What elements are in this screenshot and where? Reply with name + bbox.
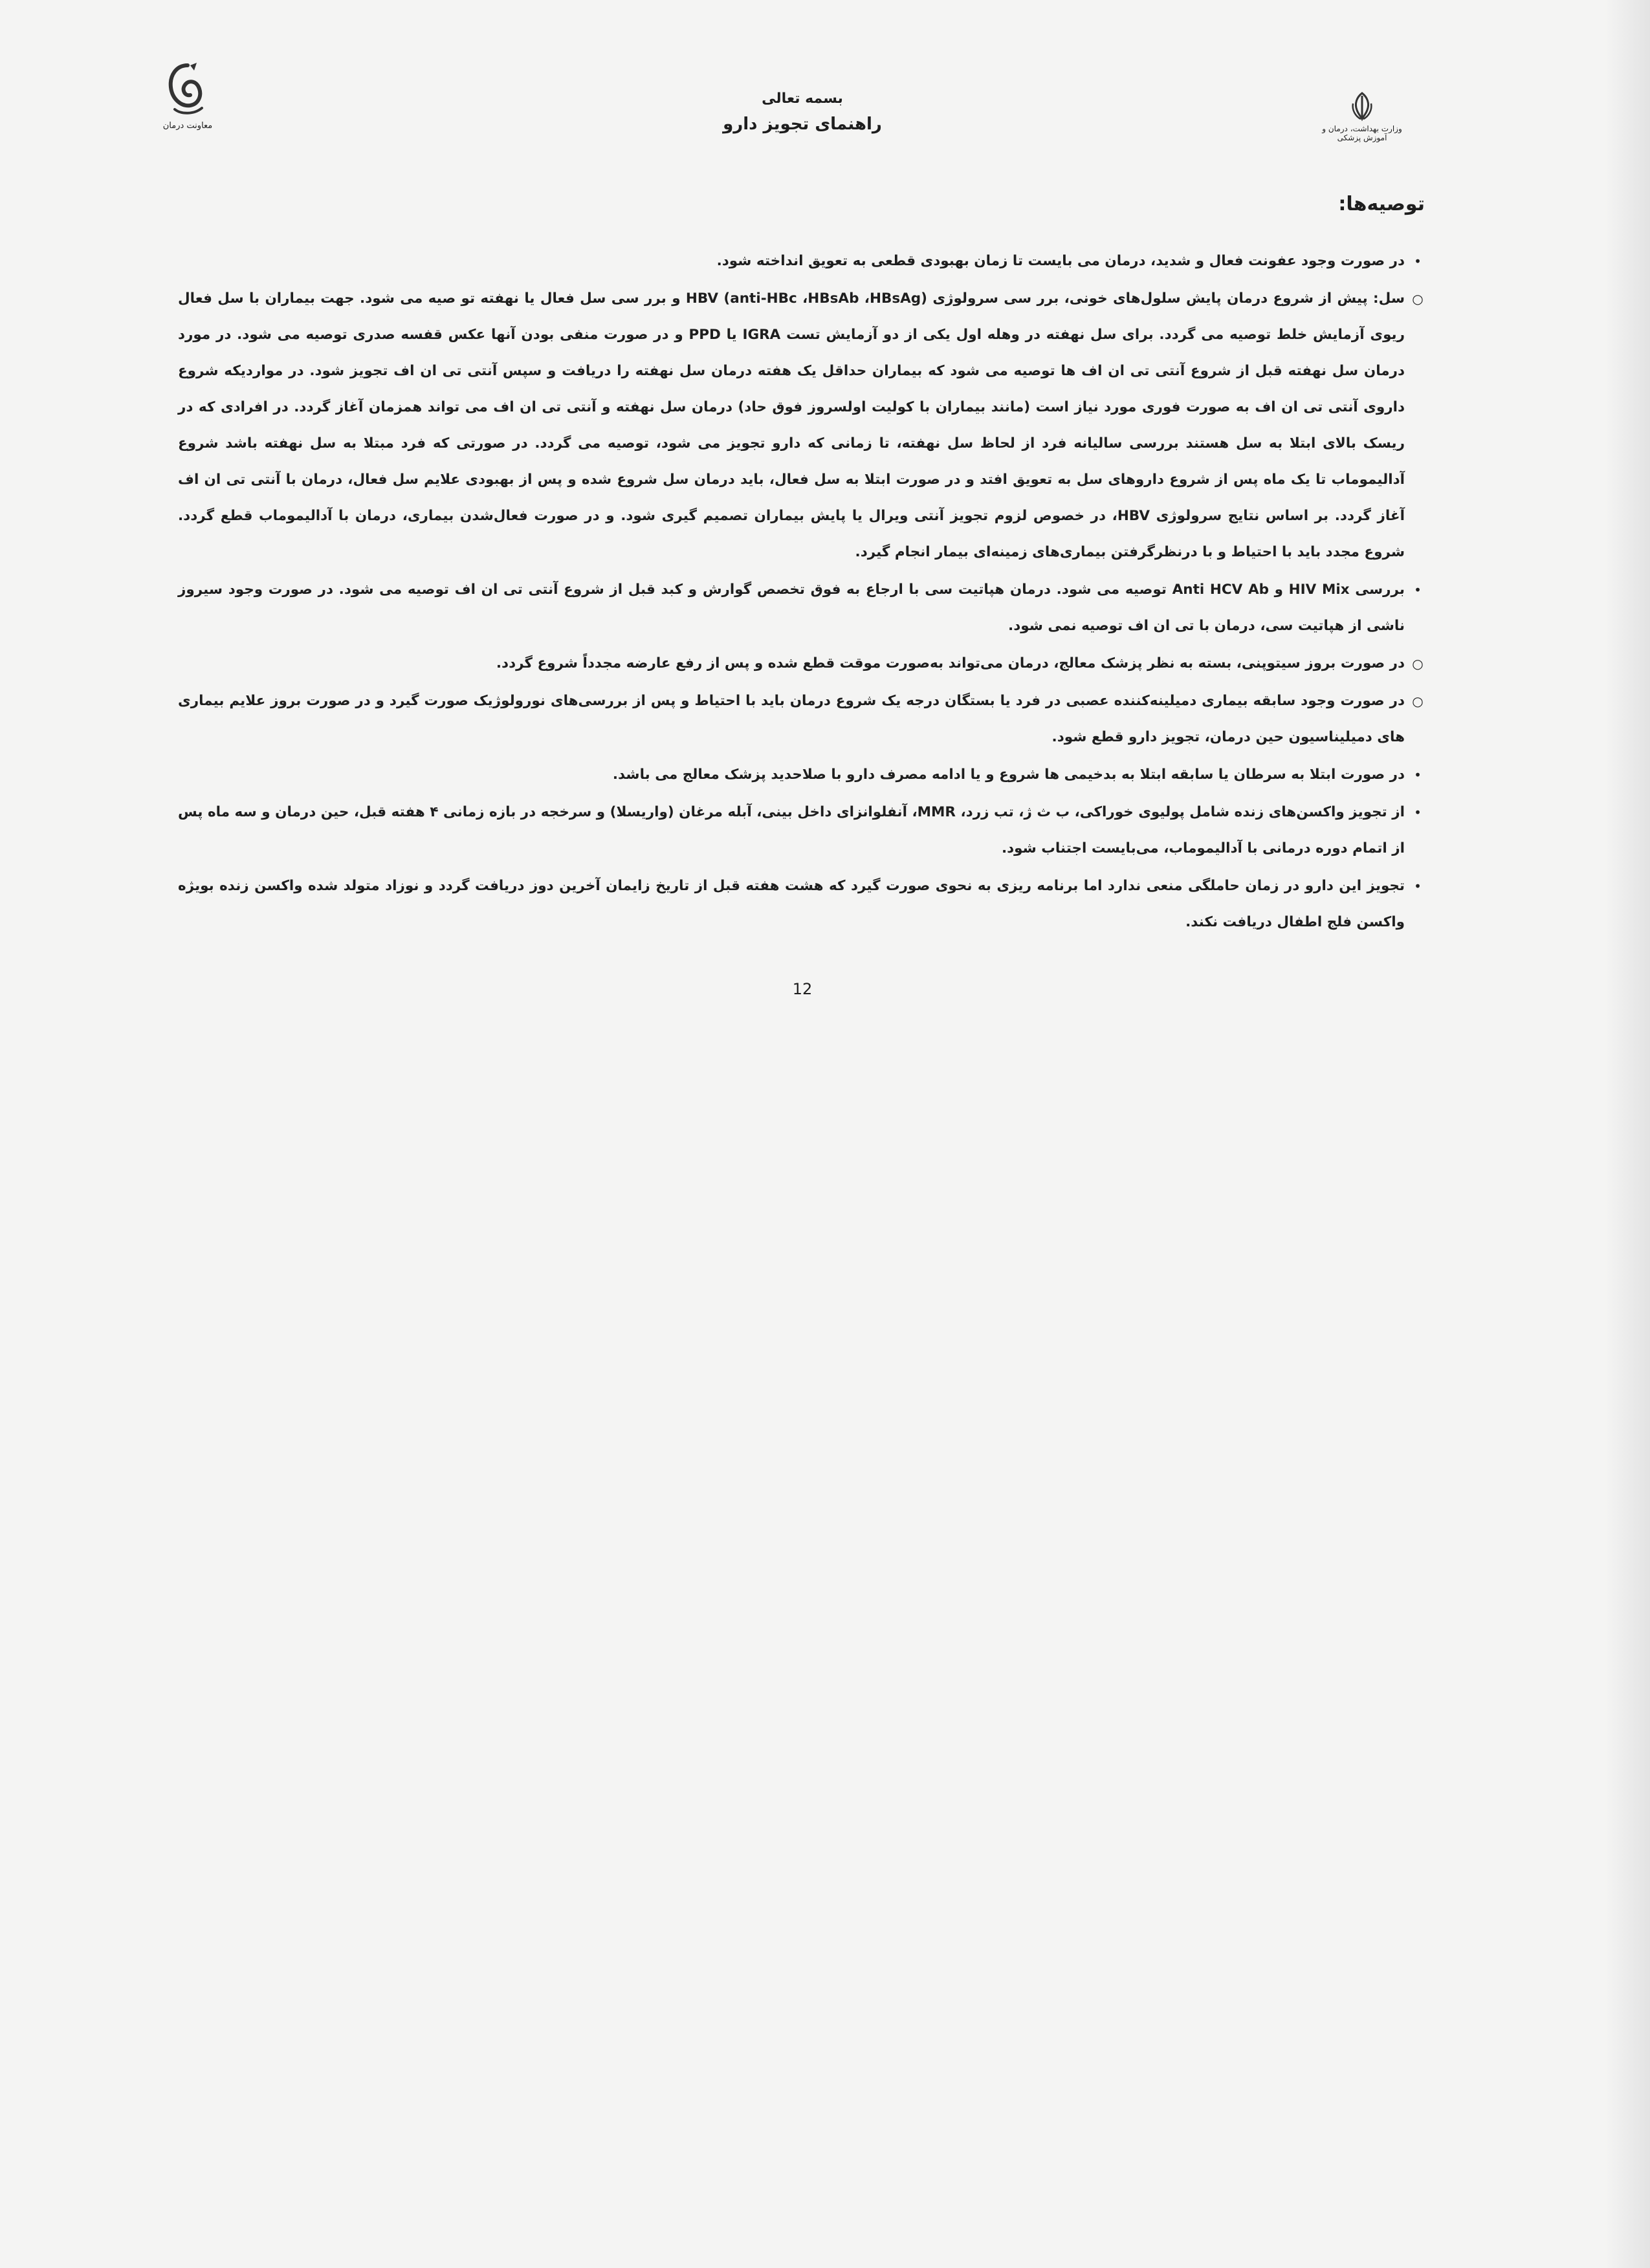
recommendation-text: تجویز این دارو در زمان حاملگی منعی ندارد اما برنامه ریزی به نحوی صورت گیرد که هشت هفته قبل از تاریخ زایمان آخرین دوز دریافت گردد و نوزاد متولد شده واکسن زنده بویژه واکسن فلج اطفال دریافت نکند. [178, 878, 1405, 930]
ministry-logo-caption: وزارت بهداشت، درمان و آموزش پزشکی [1322, 124, 1402, 142]
document-header [647, 91, 958, 134]
header-subtitle: بسمه تعالی [762, 91, 843, 107]
bullet-icon: ○ [1412, 291, 1424, 307]
section-title: توصیه‌ها: [1338, 193, 1425, 215]
recommendation-item [178, 243, 1427, 279]
iran-emblem-icon [1348, 91, 1376, 122]
recommendation-text: در صورت وجود عفونت فعال و شدید، درمان می بایست تا زمان بهبودی قطعی به تعویق انداخته شود. [716, 253, 1405, 269]
recommendation-text: در صورت ابتلا به سرطان یا سابقه ابتلا به بدخیمی ها شروع و یا ادامه مصرف دارو با صلاحدید پزشک معالج می باشد. [612, 767, 1405, 783]
bullet-icon: ○ [1412, 693, 1424, 709]
health-deputy-logo [152, 61, 223, 131]
paper-edge-shadow [1605, 0, 1650, 2268]
recommendation-item [178, 683, 1427, 756]
bullet-icon: • [1414, 254, 1422, 269]
recommendation-text: در صورت وجود سابقه بیماری دمیلینه‌کننده عصبی در فرد یا بستگان درجه یک شروع درمان باید با احتیاط و پس از بررسی‌های نورولوژیک صورت گیرد و در صورت بروز علایم بیماری های دمیلیناسیون حین درمان، تجویز دارو قطع شود. [178, 693, 1405, 745]
ministry-logo [1320, 91, 1404, 142]
recommendation-item [178, 757, 1427, 793]
document-title: راهنمای تجویز دارو [723, 114, 882, 134]
recommendation-text: در صورت بروز سیتوپنی، بسته به نظر پزشک معالج، درمان می‌تواند به‌صورت موقت قطع شده و پس از رفع عارضه مجدداً شروع گردد. [496, 655, 1405, 671]
recommendation-item [178, 794, 1427, 867]
deputy-emblem-icon [162, 61, 214, 120]
page-number: 12 [792, 980, 813, 998]
recommendation-item [178, 281, 1427, 571]
bullet-icon: ○ [1412, 656, 1424, 671]
recommendation-text: بررسی HIV Mix و Anti HCV Ab توصیه می شود. درمان هپاتیت سی با ارجاع به فوق تخصص گوارش و کبد قبل از شروع آنتی تی ان اف توصیه می شود. در صورت وجود سیروز ناشی از هپاتیت سی، درمان با تی ان اف توصیه نمی شود. [178, 582, 1405, 634]
bullet-icon: • [1414, 878, 1422, 894]
recommendation-item [178, 646, 1427, 682]
recommendation-text: از تجویز واکسن‌های زنده شامل پولیوی خوراکی، ب ث ژ، تب زرد، MMR، آنفلوانزای داخل بینی، آبله مرغان (واریسلا) و سرخجه در بازه زمانی ۴ هفته قبل، حین درمان و سه ماه پس از اتمام دوره درمانی با آدالیموماب، می‌بایست اجتناب شود. [178, 804, 1405, 856]
recommendation-item [178, 572, 1427, 644]
recommendation-text: سل: پیش از شروع درمان پایش سلول‌های خونی، برر سی سرولوژی HBV (anti-HBc ،HBsAb ،HBsAg) و برر سی سل فعال یا نهفته تو صیه می شود. جهت بیماران با سل فعال ریوی آزمایش خلط توصیه می گردد. برای سل نهفته در وهله اول یکی از دو آزمایش تست IGRA یا PPD و در صورت منفی بودن آنها عکس قفسه صدری توصیه می شود. در مورد درمان سل نهفته قبل از شروع آنتی تی ان اف ها توصیه می شود که بیماران حداقل یک هفته درمان سل نهفته را دریافت و سپس آنتی تی ان اف تجویز شود. در مواردیکه شروع داروی آنتی تی ان اف به صورت فوری مورد نیاز است (مانند بیماران با کولیت اولسروز فوق حاد) درمان سل نهفته و آنتی تی ان اف می تواند همزمان آغاز گردد. در افرادی که در ریسک بالای ابتلا به سل هستند بررسی سالیانه فرد از لحاظ سل نهفته، تا زمانی که دارو تجویز می شود، توصیه می گردد. در صورتی که فرد مبتلا به سل نهفته باشد شروع آدالیموماب تا یک ماه پس از شروع داروهای سل به تعویق افتد و در صورت ابتلا به سل فعال، باید درمان سل شروع شده و پس از بهبودی علایم سل فعال، درمان با آنتی تی ان اف آغاز گردد. بر اساس نتایج سرولوژی HBV، در خصوص لزوم تجویز آنتی ویرال یا پایش بیماران تصمیم گیری شود. و در صورت فعال‌شدن بیماری، درمان با آدالیموماب قطع گردد. شروع مجدد باید با احتیاط و با درنظرگرفتن بیماری‌های زمینه‌ای بیمار انجام گیرد. [178, 290, 1405, 560]
bullet-icon: • [1414, 805, 1422, 820]
bullet-icon: • [1414, 582, 1422, 598]
deputy-logo-caption: معاونت درمان [162, 121, 213, 131]
recommendation-item [178, 868, 1427, 941]
bullet-icon: • [1414, 767, 1422, 783]
recommendations-list [178, 243, 1427, 942]
